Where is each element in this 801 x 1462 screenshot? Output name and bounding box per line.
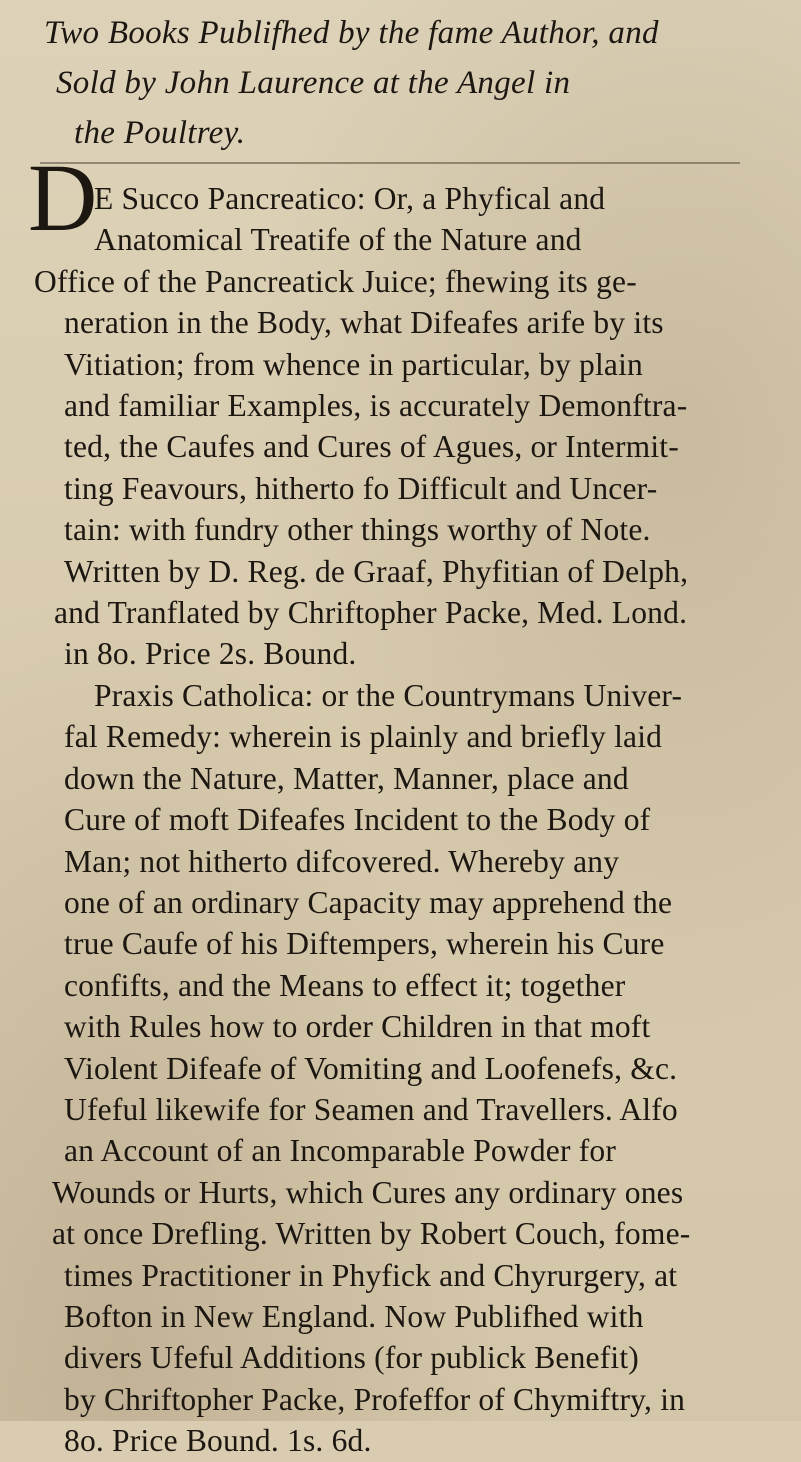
entry-line: Praxis Catholica: or the Countrymans Univer- [94, 677, 683, 713]
entry-line: tain: with fundry other things worthy of Note. [64, 512, 651, 548]
entry-line: Written by D. Reg. de Graaf, Phyfitian of Delph, [64, 553, 689, 589]
entry-line: Man; not hitherto difcovered. Whereby any [64, 843, 620, 879]
book-entry-de-succo-pancreatico [34, 178, 774, 675]
entry-line: one of an ordinary Capacity may apprehend the [64, 884, 673, 920]
heading-line: Sold by John Laurence at the Angel in [56, 65, 571, 101]
entry-line: true Caufe of his Diftempers, wherein his Cure [64, 926, 665, 962]
entry-line: and familiar Examples, is accurately Demonftra- [64, 388, 688, 424]
entry-line: ting Feavours, hitherto fo Difficult and Uncer- [64, 470, 658, 506]
entry-line: Bofton in New England. Now Publifhed with [64, 1298, 644, 1334]
book-list [34, 178, 774, 1462]
entry-line: Wounds or Hurts, which Cures any ordinary ones [52, 1174, 684, 1210]
entry-line: Ufeful likewife for Seamen and Travellers. Alfo [64, 1091, 678, 1127]
entry-line: Violent Difeafe of Vomiting and Loofenefs, &c. [64, 1050, 678, 1086]
entry-line: fal Remedy: wherein is plainly and briefly laid [64, 719, 663, 755]
entry-line: times Practitioner in Phyfick and Chyrurgery, at [64, 1257, 678, 1293]
heading-line: the Poultrey. [74, 115, 246, 151]
entry-line: 8o. Price Bound. 1s. 6d. [64, 1423, 372, 1459]
entry-line: neration in the Body, what Difeafes arife by its [64, 305, 664, 341]
entry-line: an Account of an Incomparable Powder for [64, 1133, 617, 1169]
entry-line: and Tranflated by Chriftopher Packe, Med. Lond. [54, 595, 688, 631]
entry-line: confifts, and the Means to effect it; together [64, 967, 626, 1003]
entry-line: Vitiation; from whence in particular, by plain [64, 346, 643, 382]
entry-line: with Rules how to order Children in that moft [64, 1009, 651, 1045]
entry-line: in 8o. Price 2s. Bound. [64, 636, 357, 672]
entry-line: Anatomical Treatife of the Nature and [94, 222, 582, 258]
book-entry-praxis-catholica [34, 675, 774, 1462]
advertisement-heading [44, 8, 764, 158]
entry-line: at once Drefling. Written by Robert Couch, fome- [52, 1216, 691, 1252]
drop-cap: D [28, 144, 98, 251]
entry-line: Cure of moft Difeafes Incident to the Body of [64, 802, 651, 838]
entry-line: ted, the Caufes and Cures of Agues, or Intermit- [64, 429, 679, 465]
entry-line: by Chriftopher Packe, Profeffor of Chymiftry, in [64, 1381, 686, 1417]
heading-line: Two Books Publifhed by the fame Author, and [44, 15, 659, 51]
entry-line: divers Ufeful Additions (for publick Benefit) [64, 1340, 640, 1376]
entry-line: Office of the Pancreatick Juice; fhewing its ge- [34, 263, 637, 299]
entry-line: down the Nature, Matter, Manner, place and [64, 760, 629, 796]
entry-line: E Succo Pancreatico: Or, a Phyfical and [94, 181, 606, 216]
divider-rule [40, 162, 740, 164]
